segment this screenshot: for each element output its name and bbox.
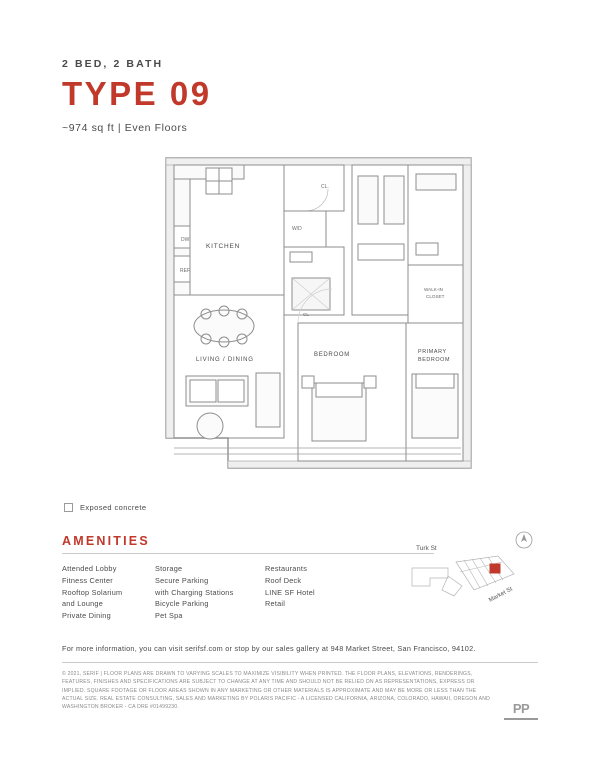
amenities-divider <box>62 553 434 554</box>
amenities-column-3 <box>265 563 358 622</box>
amenities-section <box>62 534 538 622</box>
amenities-title: AMENITIES <box>62 534 150 548</box>
room-label-walkin-1: WALK-IN <box>424 287 443 292</box>
list-item: Bicycle Parking <box>155 599 209 609</box>
footer-divider <box>62 662 538 663</box>
list-item: Roof Deck <box>265 575 302 585</box>
svg-text:CL: CL <box>303 312 309 317</box>
unit-type-eyebrow: 2 BED, 2 BATH <box>62 58 164 70</box>
legend <box>64 503 538 512</box>
amenities-column-2 <box>155 563 265 622</box>
page-title: TYPE 09 <box>62 75 212 112</box>
room-label-walkin-2: CLOSET <box>426 294 445 299</box>
floorplan-drawing <box>106 148 526 493</box>
list-item: Rooftop Solarium <box>62 587 123 597</box>
room-label-kitchen: KITCHEN <box>206 243 241 250</box>
room-label-bedroom: BEDROOM <box>314 352 350 358</box>
map-street-turk: Turk St <box>416 545 437 552</box>
broker-logo <box>504 701 538 720</box>
exposed-concrete-swatch-icon <box>64 503 73 512</box>
broker-logo-bar <box>504 718 538 720</box>
list-item: Private Dining <box>62 611 111 621</box>
legend-label: Exposed concrete <box>80 503 147 512</box>
list-item: Restaurants <box>265 564 308 573</box>
list-item: and Lounge <box>62 599 104 609</box>
unit-location-marker <box>490 564 500 573</box>
broker-logo-text: PP <box>512 701 530 716</box>
contact-note: For more information, you can visit serifsf.com or stop by our sales gallery at 948 Market Street, San Francisco, 94102. <box>62 644 476 654</box>
svg-text:CL.: CL. <box>321 184 329 190</box>
list-item: LINE SF Hotel <box>265 587 315 597</box>
list-item: Secure Parking <box>155 575 209 585</box>
amenities-column-1 <box>62 563 155 622</box>
list-item: Storage <box>155 564 183 573</box>
svg-text:DW: DW <box>181 237 190 243</box>
unit-size-meta: ~974 sq ft | Even Floors <box>62 122 188 134</box>
floorplan-container <box>62 148 538 493</box>
svg-text:REF.: REF. <box>180 268 191 274</box>
list-item: with Charging Stations <box>155 587 234 597</box>
room-label-primary-2: BEDROOM <box>418 357 451 363</box>
room-label-living-dining: LIVING / DINING <box>196 357 254 363</box>
map-street-market: Market St <box>488 586 514 604</box>
svg-text:W/D: W/D <box>292 226 302 232</box>
list-item: Attended Lobby <box>62 564 117 573</box>
list-item: Fitness Center <box>62 575 113 585</box>
list-item: Pet Spa <box>155 611 183 621</box>
key-map <box>402 530 542 610</box>
legal-disclaimer: © 2021, SERIF | FLOOR PLANS ARE DRAWN TO VARYING SCALES TO MAXIMIZE VISIBILITY WHEN PRINTED. THE FLOOR PLANS, ELEVATIONS, RENDERINGS, FEATURES, FINISHES AND SPECIFICATIONS ARE SUBJECT TO CHANGE AT ANY TIME AND SHOULD NOT BE RELIED ON AS REPRESENTATIONS, EXPRESS OR IMPLIED. SQUARE FOOTAGE OR FLOOR AREAS SHOWN IN ANY MARKETING OR OTHER MATERIALS IS APPROXIMATE AND MAY BE MORE OR LESS THAN THE ACTUAL SIZE. REAL ESTATE CONSULTING, SALES AND MARKETING BY POLARIS PACIFIC - A LICENSED CALIFORNIA, ARIZONA, COLORADO, HAWAII, OREGON AND WASHINGTON BROKER - CA DRE #01499230. <box>62 671 491 711</box>
page-header <box>62 0 538 134</box>
room-label-primary-1: PRIMARY <box>418 349 447 355</box>
list-item: Retail <box>265 599 286 609</box>
